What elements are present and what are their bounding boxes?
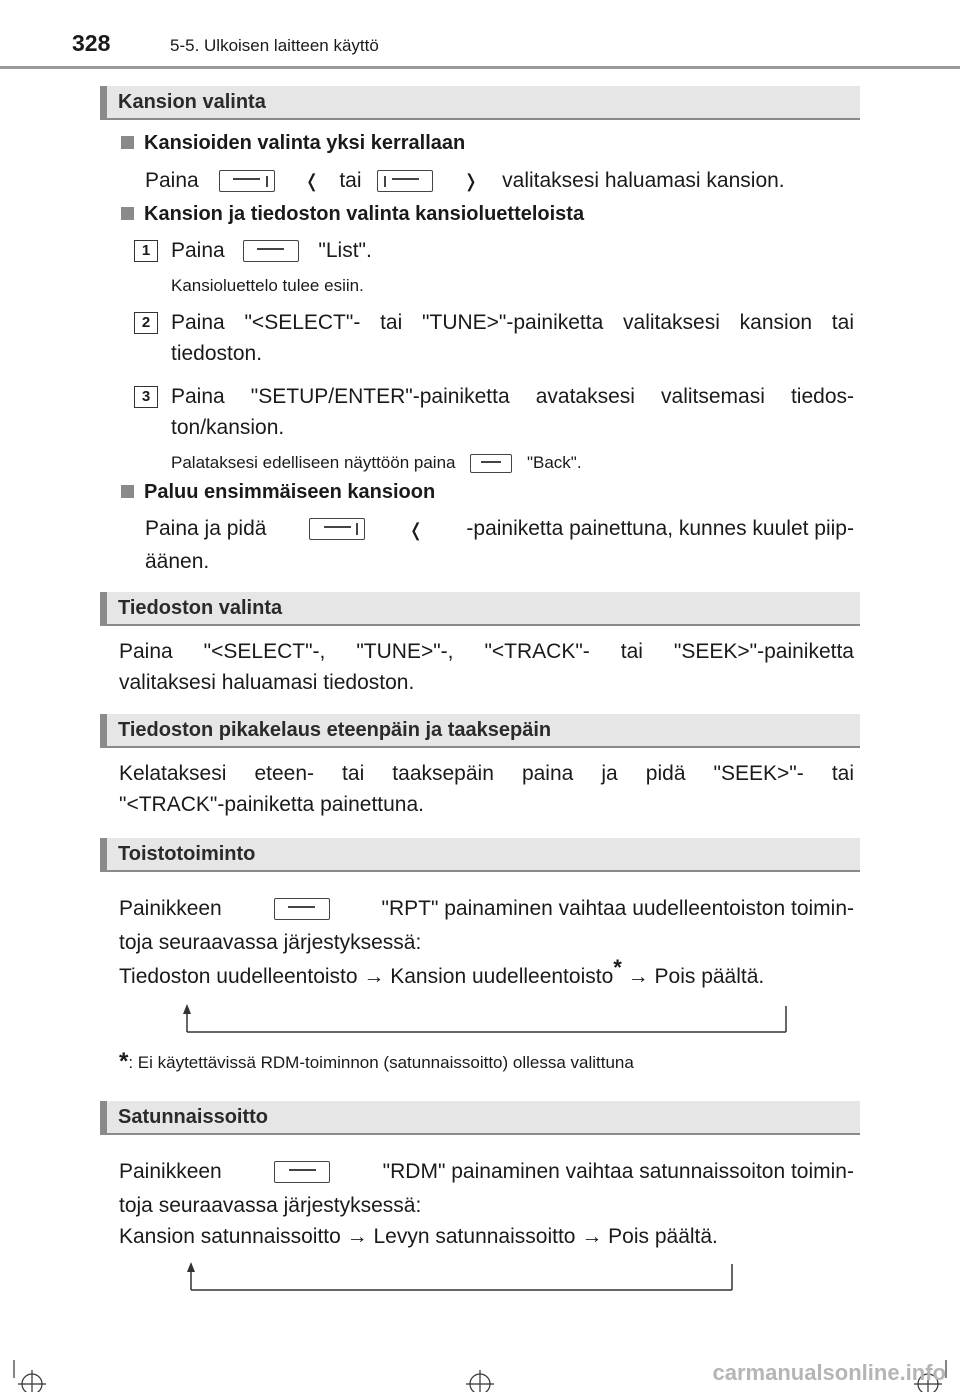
- subheading-first-folder: Paluu ensimmäiseen kansioon: [121, 481, 435, 504]
- step3-note: Palataksesi edelliseen näyttöön paina "Back".: [171, 453, 582, 472]
- file-select-text: Paina "<SELECT"-, "TUNE>"-, "<TRACK"- tai "SEEK>"-painiketta valitaksesi haluamasi tiedoston.: [119, 640, 854, 694]
- section-title: Tiedoston valinta: [118, 597, 283, 619]
- header-divider: [0, 66, 960, 69]
- folder-select-line: Paina ❬ tai ❭ valitaksesi haluamasi kansion.: [145, 165, 785, 197]
- step2-text: Paina "<SELECT"- tai "TUNE>"-painiketta valitaksesi kansion tai tiedoston.: [171, 311, 854, 365]
- preset-button-icon: [377, 170, 433, 192]
- preset-button-icon: [470, 454, 512, 473]
- step1-text: Paina "List".: [171, 239, 372, 262]
- random-text: Painikkeen "RDM" painaminen vaihtaa satunnaissoiton toimin- toja seuraavassa järjestyksessä: Kansion satunnaissoitto → Levyn satunnaissoitto → Pois päältä.: [119, 1156, 854, 1252]
- section-bar-repeat: [100, 838, 860, 872]
- section-bar-file: [100, 592, 860, 626]
- section-title: Kansion valinta: [118, 91, 266, 113]
- section-title: Toistotoiminto: [118, 843, 256, 865]
- watermark: carmanualsonline.info: [712, 1360, 946, 1385]
- preset-button-icon: [219, 170, 275, 192]
- repeat-footnote: *: Ei käytettävissä RDM-toiminnon (satunnaissoitto) ollessa valittuna: [119, 1048, 634, 1075]
- preset-button-icon: [274, 898, 330, 920]
- repeat-text: Painikkeen "RPT" painaminen vaihtaa uudelleentoiston toimin- toja seuraavassa järjestyksessä: Tiedoston uudelleentoisto → Kansion uudelleentoisto* → Pois päältä.: [119, 893, 854, 992]
- section-bar-random: [100, 1101, 860, 1135]
- preset-button-icon: [274, 1161, 330, 1183]
- section-bar-folder: [100, 86, 860, 120]
- preset-button-icon: [309, 518, 365, 540]
- page-number: 328: [72, 30, 111, 56]
- repeat-sequence: Tiedoston uudelleentoisto → Kansion uudelleentoisto* → Pois päältä.: [119, 955, 765, 988]
- random-sequence: Kansion satunnaissoitto → Levyn satunnaissoitto → Pois päältä.: [119, 1225, 718, 1248]
- fast-forward-text: Kelataksesi eteen- tai taaksepäin paina ja pidä "SEEK>"- tai "<TRACK"-painiketta painettuna.: [119, 762, 854, 816]
- chevron-right-icon: ❭: [463, 170, 479, 191]
- section-bar-fast-forward: [100, 714, 860, 748]
- subheading-folder-list: Kansion ja tiedoston valinta kansioluetteloista: [121, 203, 584, 226]
- section-header: 5-5. Ulkoisen laitteen käyttö: [170, 36, 379, 55]
- step1-note: Kansioluettelo tulee esiin.: [171, 276, 364, 295]
- step3-text: Paina "SETUP/ENTER"-painiketta avataksesi valitsemasi tiedos- ton/kansion.: [171, 385, 854, 439]
- step-number: 3: [134, 386, 158, 408]
- section-title: Satunnaissoitto: [118, 1106, 269, 1128]
- subheading-folder-one-by-one: Kansioiden valinta yksi kerrallaan: [121, 132, 465, 155]
- first-folder-text: Paina ja pidä ❬ -painiketta painettuna, kunnes kuulet piip- äänen.: [145, 517, 854, 573]
- preset-button-icon: [243, 240, 299, 262]
- square-bullet-icon: [121, 136, 134, 149]
- section-title: Tiedoston pikakelaus eteenpäin ja taaksepäin: [118, 719, 552, 741]
- return-arrow-icon: [180, 1004, 792, 1034]
- step-number: 2: [134, 312, 158, 334]
- chevron-left-icon: ❬: [408, 520, 424, 540]
- square-bullet-icon: [121, 485, 134, 498]
- step-number: 1: [134, 240, 158, 262]
- square-bullet-icon: [121, 207, 134, 220]
- chevron-left-icon: ❬: [304, 170, 320, 191]
- return-arrow-icon: [184, 1262, 740, 1292]
